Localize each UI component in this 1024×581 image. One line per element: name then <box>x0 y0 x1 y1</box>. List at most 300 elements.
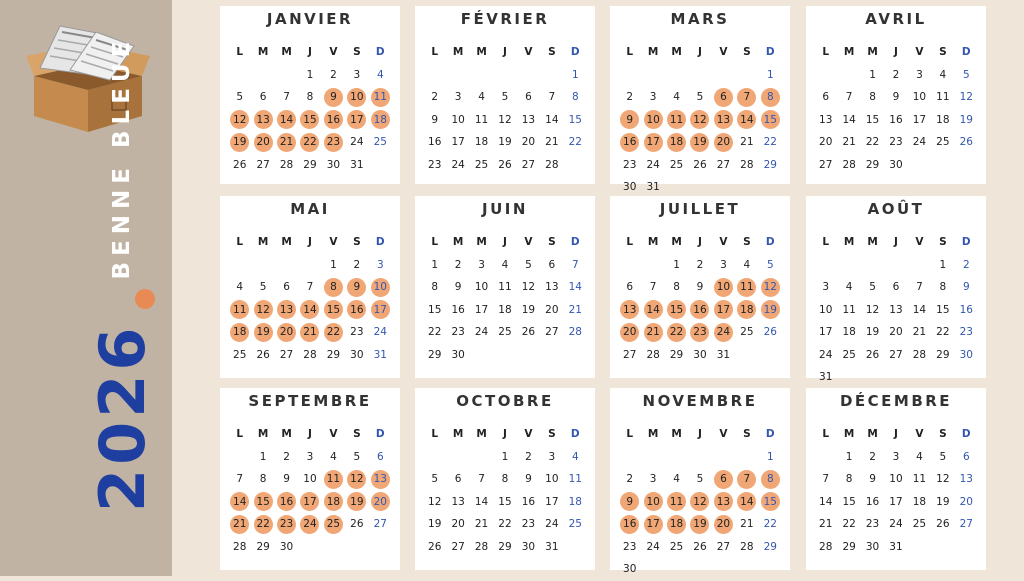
day-cell <box>369 446 392 469</box>
day-cell <box>908 513 931 536</box>
day-cell <box>470 299 493 322</box>
day-number: 20 <box>819 136 833 149</box>
day-number: 18 <box>498 303 512 316</box>
day-number: 1 <box>673 258 680 271</box>
day-cell <box>345 131 368 154</box>
day-number: 24 <box>474 326 489 339</box>
day-cell <box>735 513 758 536</box>
highlighted-day <box>228 131 251 154</box>
day-cell <box>884 344 907 367</box>
weekday-header: L <box>626 46 634 59</box>
empty-cell <box>228 254 251 277</box>
month-name: MARS <box>670 10 730 28</box>
day-cell <box>564 491 587 514</box>
day-number: 2 <box>353 258 361 271</box>
day-cell <box>814 86 837 109</box>
empty-cell <box>423 64 446 87</box>
day-cell <box>759 131 782 154</box>
day-number: 21 <box>819 518 833 531</box>
day-cell <box>955 299 978 322</box>
day-cell <box>814 154 837 177</box>
day-number: 29 <box>865 158 880 171</box>
day-cell <box>712 154 735 177</box>
day-cell <box>228 344 251 367</box>
day-number: 3 <box>376 258 384 271</box>
highlighted-day <box>369 468 392 491</box>
day-cell <box>618 86 641 109</box>
month-name: NOVEMBRE <box>642 392 758 410</box>
empty-cell <box>517 64 540 87</box>
day-cell <box>275 86 298 109</box>
day-number: 1 <box>766 68 774 81</box>
day-number: 3 <box>548 450 556 463</box>
day-cell <box>540 109 563 132</box>
day-number: 19 <box>521 303 536 316</box>
day-number: 23 <box>959 326 973 339</box>
day-cell <box>884 109 907 132</box>
empty-cell <box>251 64 274 87</box>
day-number: 27 <box>716 540 731 553</box>
day-cell <box>712 254 735 277</box>
day-number: 26 <box>865 348 880 361</box>
day-number: 9 <box>347 278 366 297</box>
day-cell <box>275 276 298 299</box>
day-number: 17 <box>545 495 559 508</box>
day-cell <box>759 513 782 536</box>
day-number: 1 <box>431 258 439 271</box>
day-number: 31 <box>646 181 660 194</box>
day-number: 4 <box>330 450 337 463</box>
day-number: 29 <box>842 540 856 553</box>
day-number: 3 <box>353 68 361 81</box>
weekday-header: M <box>647 428 659 441</box>
day-number: 16 <box>451 303 465 316</box>
day-number: 12 <box>521 281 536 294</box>
day-cell <box>345 513 368 536</box>
highlighted-day <box>688 131 711 154</box>
day-number: 19 <box>498 136 512 149</box>
highlighted-day <box>759 491 782 514</box>
day-number: 2 <box>696 258 704 271</box>
day-cell <box>251 468 274 491</box>
day-cell <box>712 536 735 559</box>
weekday-header: V <box>329 428 338 441</box>
day-number: 27 <box>279 348 294 361</box>
day-number: 9 <box>962 281 970 294</box>
day-cell <box>322 154 345 177</box>
day-number: 16 <box>620 133 639 152</box>
day-number: 4 <box>673 91 680 104</box>
day-number: 14 <box>842 113 856 126</box>
day-number: 18 <box>667 515 686 534</box>
day-cell <box>861 131 884 154</box>
day-number: 11 <box>474 113 489 126</box>
day-number: 13 <box>521 113 536 126</box>
day-number: 15 <box>568 113 582 126</box>
day-cell <box>665 276 688 299</box>
day-cell <box>665 536 688 559</box>
day-cell <box>837 299 860 322</box>
day-number: 15 <box>842 495 856 508</box>
day-number: 2 <box>454 258 462 271</box>
day-cell <box>931 299 954 322</box>
day-cell <box>837 536 860 559</box>
day-cell <box>908 299 931 322</box>
weekday-header: M <box>281 236 292 249</box>
day-number: 31 <box>819 371 833 384</box>
highlighted-day <box>735 276 758 299</box>
day-number: 24 <box>714 323 733 342</box>
highlighted-day <box>618 321 641 344</box>
day-number: 12 <box>347 470 366 489</box>
day-cell <box>493 276 516 299</box>
day-number: 17 <box>347 110 366 129</box>
highlighted-day <box>641 131 664 154</box>
day-number: 1 <box>766 450 774 463</box>
day-cell <box>688 86 711 109</box>
day-number: 4 <box>916 450 923 463</box>
day-cell <box>931 446 954 469</box>
day-cell <box>837 468 860 491</box>
weekday-header: M <box>843 428 855 441</box>
weekday-header: J <box>894 236 898 249</box>
highlighted-day <box>251 131 274 154</box>
day-number: 7 <box>737 470 756 489</box>
day-number: 5 <box>939 450 947 463</box>
day-number: 19 <box>254 323 273 342</box>
day-cell <box>861 491 884 514</box>
day-cell <box>345 254 368 277</box>
empty-cell <box>712 446 735 469</box>
day-number: 17 <box>300 492 319 511</box>
weekday-header: J <box>503 236 507 249</box>
day-number: 30 <box>693 348 707 361</box>
day-cell <box>884 491 907 514</box>
day-number: 10 <box>303 473 317 486</box>
day-cell <box>423 276 446 299</box>
weekday-header: M <box>476 46 487 59</box>
empty-cell <box>814 254 837 277</box>
day-number: 26 <box>256 348 270 361</box>
day-cell <box>955 491 978 514</box>
highlighted-day <box>275 109 298 132</box>
empty-cell <box>641 64 664 87</box>
day-cell <box>298 446 321 469</box>
day-number: 12 <box>690 492 709 511</box>
empty-cell <box>446 446 469 469</box>
day-number: 8 <box>259 473 267 486</box>
day-number: 23 <box>428 158 442 171</box>
day-number: 10 <box>474 281 489 294</box>
day-number: 6 <box>626 281 634 294</box>
weekday-header: V <box>915 46 924 59</box>
day-cell <box>517 513 540 536</box>
day-number: 10 <box>545 473 559 486</box>
day-number: 13 <box>889 303 903 316</box>
day-cell <box>275 344 298 367</box>
day-number: 20 <box>889 326 903 339</box>
day-cell <box>446 468 469 491</box>
day-cell <box>884 131 907 154</box>
day-number: 10 <box>644 492 663 511</box>
day-number: 17 <box>371 300 390 319</box>
day-number: 24 <box>889 518 903 531</box>
day-cell <box>228 536 251 559</box>
day-cell <box>884 513 907 536</box>
day-number: 24 <box>912 136 927 149</box>
day-number: 10 <box>451 113 465 126</box>
day-number: 4 <box>939 68 947 81</box>
day-number: 2 <box>626 473 634 486</box>
day-number: 17 <box>889 495 903 508</box>
weekday-header: M <box>452 236 464 249</box>
day-number: 9 <box>869 473 876 486</box>
empty-cell <box>884 254 907 277</box>
weekday-header: S <box>353 236 361 249</box>
day-number: 21 <box>912 326 927 339</box>
day-cell <box>369 321 392 344</box>
day-number: 17 <box>474 303 489 316</box>
day-number: 23 <box>451 326 465 339</box>
day-cell <box>884 321 907 344</box>
day-number: 11 <box>230 300 249 319</box>
day-number: 28 <box>740 158 754 171</box>
day-number: 28 <box>912 348 927 361</box>
day-cell <box>759 254 782 277</box>
weekday-header: S <box>548 428 556 441</box>
highlighted-day <box>251 491 274 514</box>
day-cell <box>618 344 641 367</box>
day-number: 16 <box>959 303 973 316</box>
highlighted-day <box>712 491 735 514</box>
day-number: 27 <box>889 348 903 361</box>
highlighted-day <box>641 321 664 344</box>
day-number: 4 <box>478 91 485 104</box>
highlighted-day <box>322 276 345 299</box>
day-cell <box>564 64 587 87</box>
day-number: 26 <box>521 326 536 339</box>
weekday-header: M <box>671 46 682 59</box>
day-cell <box>641 276 664 299</box>
day-number: 12 <box>690 110 709 129</box>
day-number: 17 <box>714 300 733 319</box>
highlighted-day <box>345 276 368 299</box>
empty-cell <box>540 64 563 87</box>
highlighted-day <box>688 299 711 322</box>
day-cell <box>931 491 954 514</box>
day-cell <box>861 276 884 299</box>
day-number: 22 <box>936 326 950 339</box>
day-cell <box>908 86 931 109</box>
day-cell <box>955 468 978 491</box>
highlighted-day <box>759 468 782 491</box>
highlighted-day <box>735 86 758 109</box>
empty-cell <box>837 254 860 277</box>
day-number: 26 <box>693 540 707 553</box>
day-cell <box>493 299 516 322</box>
day-number: 27 <box>256 158 270 171</box>
weekday-header: M <box>647 46 659 59</box>
day-number: 18 <box>667 133 686 152</box>
day-number: 4 <box>845 281 853 294</box>
weekday-header: J <box>308 236 312 249</box>
day-cell <box>837 154 860 177</box>
day-number: 23 <box>277 515 296 534</box>
month-days <box>228 423 392 558</box>
day-number: 25 <box>842 348 856 361</box>
day-cell <box>493 536 516 559</box>
day-number: 13 <box>277 300 296 319</box>
day-number: 29 <box>326 348 341 361</box>
day-number: 25 <box>233 348 247 361</box>
day-cell <box>931 344 954 367</box>
day-number: 20 <box>714 515 733 534</box>
day-number: 15 <box>936 303 950 316</box>
highlighted-day <box>688 513 711 536</box>
day-number: 6 <box>454 473 462 486</box>
highlighted-day <box>712 321 735 344</box>
empty-cell <box>665 64 688 87</box>
day-number: 12 <box>936 473 950 486</box>
empty-cell <box>228 446 251 469</box>
day-number: 14 <box>819 495 833 508</box>
highlighted-day <box>298 109 321 132</box>
day-number: 6 <box>822 91 830 104</box>
day-cell <box>423 344 446 367</box>
day-cell <box>931 131 954 154</box>
day-number: 22 <box>763 136 777 149</box>
day-cell <box>446 154 469 177</box>
weekday-header: M <box>452 46 464 59</box>
brand-label: BENNE BLEUE <box>109 35 135 280</box>
day-cell <box>275 536 298 559</box>
highlighted-day <box>665 513 688 536</box>
weekday-header: S <box>353 46 361 59</box>
day-number: 9 <box>283 473 290 486</box>
day-number: 22 <box>865 136 880 149</box>
day-cell <box>540 154 563 177</box>
day-number: 25 <box>740 326 754 339</box>
day-number: 20 <box>277 323 296 342</box>
weekday-header: M <box>257 46 269 59</box>
day-cell <box>517 154 540 177</box>
day-cell <box>908 64 931 87</box>
weekday-header: M <box>867 46 878 59</box>
day-cell <box>955 344 978 367</box>
day-number: 28 <box>474 540 489 553</box>
day-cell <box>861 64 884 87</box>
day-number: 29 <box>428 348 442 361</box>
weekday-header: M <box>843 46 855 59</box>
day-number: 11 <box>737 278 756 297</box>
day-number: 2 <box>431 91 439 104</box>
day-cell <box>665 154 688 177</box>
day-number: 11 <box>936 91 950 104</box>
day-cell <box>908 109 931 132</box>
weekday-header: S <box>353 428 361 441</box>
day-number: 23 <box>324 133 343 152</box>
weekday-header: M <box>867 236 878 249</box>
month-name: OCTOBRE <box>456 392 554 410</box>
month-days <box>814 423 978 558</box>
weekday-header: M <box>452 428 464 441</box>
day-number: 8 <box>761 470 780 489</box>
weekday-header: M <box>257 428 269 441</box>
day-number: 14 <box>300 300 319 319</box>
day-number: 17 <box>644 133 663 152</box>
day-number: 11 <box>568 473 582 486</box>
day-cell <box>517 321 540 344</box>
day-cell <box>618 536 641 559</box>
day-number: 11 <box>667 110 686 129</box>
bullet-dot <box>135 289 155 309</box>
day-cell <box>564 109 587 132</box>
weekday-header: L <box>431 428 439 441</box>
day-number: 21 <box>644 323 663 342</box>
weekday-header: D <box>765 428 775 441</box>
day-number: 8 <box>673 281 680 294</box>
weekday-header: L <box>822 46 830 59</box>
day-number: 22 <box>763 518 777 531</box>
day-number: 11 <box>324 470 343 489</box>
weekday-header: S <box>743 236 751 249</box>
day-cell <box>517 299 540 322</box>
day-number: 8 <box>869 91 876 104</box>
day-number: 16 <box>347 300 366 319</box>
highlighted-day <box>228 513 251 536</box>
empty-cell <box>814 64 837 87</box>
day-number: 5 <box>869 281 876 294</box>
day-number: 24 <box>646 540 660 553</box>
day-number: 14 <box>474 495 489 508</box>
day-number: 16 <box>620 515 639 534</box>
weekday-header: J <box>308 46 312 59</box>
day-number: 17 <box>912 113 927 126</box>
day-number: 6 <box>962 450 970 463</box>
day-cell <box>493 321 516 344</box>
day-cell <box>446 109 469 132</box>
day-number: 6 <box>283 281 290 294</box>
day-number: 1 <box>571 68 579 81</box>
highlighted-day <box>712 109 735 132</box>
day-cell <box>369 131 392 154</box>
empty-cell <box>735 446 758 469</box>
day-number: 19 <box>428 518 442 531</box>
day-number: 27 <box>451 540 465 553</box>
weekday-header: S <box>939 428 947 441</box>
day-cell <box>540 446 563 469</box>
day-number: 30 <box>623 181 637 194</box>
empty-cell <box>470 64 493 87</box>
day-cell <box>298 64 321 87</box>
day-cell <box>814 491 837 514</box>
highlighted-day <box>345 299 368 322</box>
day-cell <box>470 321 493 344</box>
day-cell <box>814 276 837 299</box>
day-number: 28 <box>279 158 294 171</box>
day-number: 25 <box>324 515 343 534</box>
day-number: 18 <box>474 136 489 149</box>
day-number: 9 <box>454 281 462 294</box>
weekday-header: M <box>843 236 855 249</box>
month-card <box>806 196 986 384</box>
empty-cell <box>688 446 711 469</box>
day-cell <box>275 446 298 469</box>
day-cell <box>908 276 931 299</box>
weekday-header: S <box>939 236 947 249</box>
day-cell <box>955 513 978 536</box>
day-cell <box>423 491 446 514</box>
